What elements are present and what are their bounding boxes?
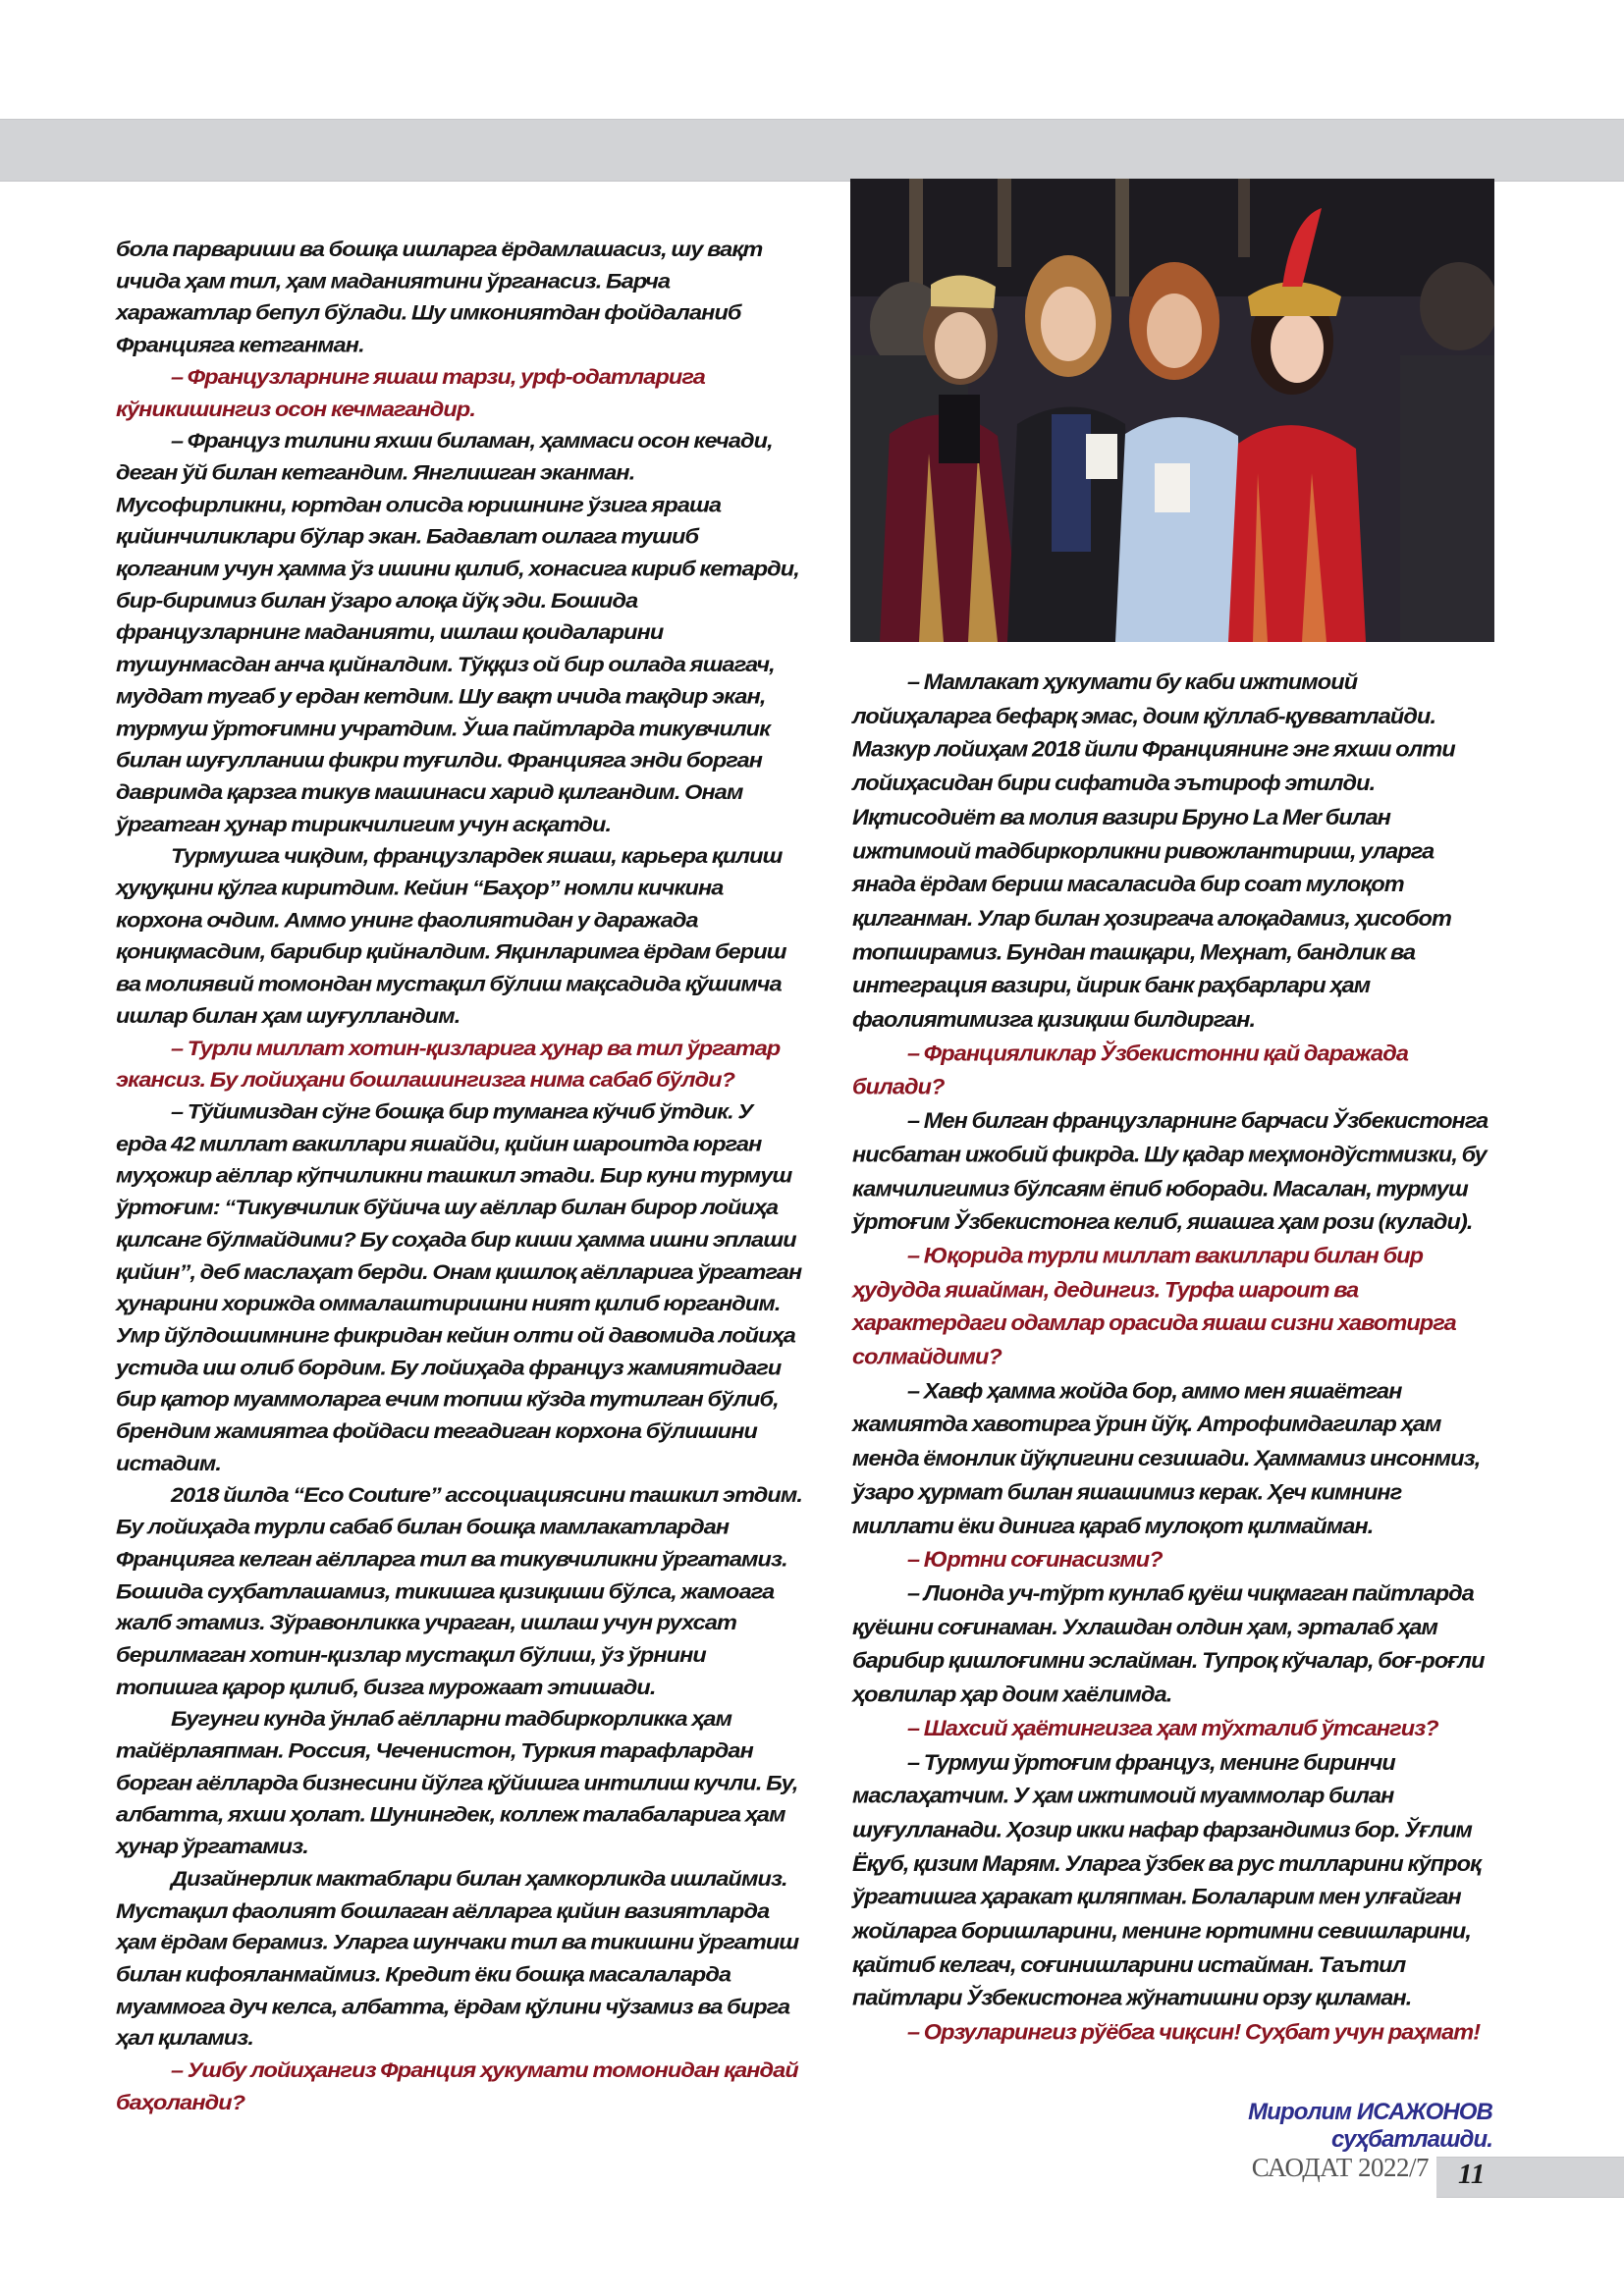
- interview-answer: – Француз тилини яхши биламан, ҳаммаси осон кечади, деган ўй билан кетгандим. Янглишган эканман. Мусофирликни, юртдан олисда юришнинг ўзига яраша қийинчиликлари бўлар экан. Бадавлат оилага тушиб қолганим учун ҳамма ўз ишини қилиб, хонасига кириб кетарди, бир-биримиз билан ўзаро алоқа йўқ эди. Бошида французларнинг маданияти, ишлаш қоидаларини тушунмасдан анча қийналдим. Тўққиз ой бир оилада яшагач, муддат тугаб у ердан кетдим. Шу вақт ичида тақдир экан, турмуш ўртоғимни учратдим. Ўша пайтларда тикувчилик билан шуғулланиш фикри туғилди. Францияга энди борган давримда қарзга тикув машинаси харид қилгандим. Онам ўргатган ҳунар тирикчилигим учун асқатди.: [116, 428, 799, 836]
- article-left-column: [116, 234, 803, 2118]
- interview-answer: – Лионда уч-тўрт кунлаб қуёш чиқмаган пайтларда қуёшни соғинаман. Ухлашдан олдин ҳам, эрталаб ҳам барибир қишлоғимни эслайман. Тупроқ кўчалар, боғ-роғли ҳовлилар ҳар доим хаёлимда.: [852, 1580, 1485, 1707]
- paragraph: бола парвариши ва бошқа ишларга ёрдамлашасиз, шу вақт ичида ҳам тил, ҳам маданиятини ўрганасиз. Барча харажатлар бепул бўлади. Шу имкониятдан фойдаланиб Францияга кетганман.: [116, 237, 763, 356]
- header-band: [0, 119, 1624, 182]
- interview-answer: – Хавф ҳамма жойда бор, аммо мен яшаётган жамиятда хавотирга ўрин йўқ. Атрофимдагилар ҳам менда ёмонлик йўқлигини сезишади. Ҳаммамиз инсонмиз, ўзаро ҳурмат билан яшашимиз керак. Ҳеч кимнинг миллати ёки динига қараб мулоқот қилмайман.: [852, 1377, 1481, 1538]
- author-byline: Миролим ИСАЖОНОВ суҳбатлашди.: [1248, 2099, 1492, 2153]
- interview-question: – Юқорида турли миллат вакиллари билан бир ҳудудда яшайман, дедингиз. Турфа шароит ва характердаги одамлар орасида яшаш сизни хавотирга солмайдими?: [852, 1243, 1456, 1369]
- paragraph: Дизайнерлик мактаблари билан ҳамкорликда ишлаймиз. Мустақил фаолият бошлаган аёлларга қийин вазиятларда ҳам ёрдам берамиз. Уларга шунчаки тил ва тикишни ўргатиш билан кифояланмаймиз. Кредит ёки бошқа масалаларда муаммога дуч келса, албатта, ёрдам қўлини чўзамиз ва бирга ҳал қиламиз.: [116, 1866, 799, 2051]
- interview-question: – Юртни соғинасизми?: [907, 1546, 1163, 1572]
- article-photo: [850, 179, 1494, 642]
- page-number: 11: [1458, 2159, 1486, 2190]
- photo-illustration: [850, 179, 1494, 642]
- paragraph: Бугунги кунда ўнлаб аёлларни тадбиркорликка ҳам тайёрлаяпман. Россия, Чеченистон, Туркия тарафлардан борган аёлларда бизнесини йўлга қўйишга интилиш кучли. Бу, албатта, яхши ҳолат. Шунингдек, коллеж талабаларига ҳам ҳунар ўргатамиз.: [116, 1706, 798, 1858]
- article-right-column: [852, 666, 1500, 2050]
- interview-answer: – Мамлакат ҳукумати бу каби ижтимоий лойиҳаларга бефарқ эмас, доим қўллаб-қувватлайди. Мазкур лойиҳам 2018 йили Франциянинг энг яхши олти лойиҳасидан бири сифатида эътироф этилди. Иқтисодиёт ва молия вазири Бруно La Mer билан ижтимоий тадбиркорликни ривожлантириш, уларга янада ёрдам бериш масаласида бир соат мулоқот қилганман. Улар билан ҳозиргача алоқадамиз, ҳисобот топширамиз. Бундан ташқари, Меҳнат, бандлик ва интеграция вазири, йирик банк раҳбарлари ҳам фаолиятимизга қизиқиш билдирган.: [852, 668, 1455, 1032]
- interview-question: – Шахсий ҳаётингизга ҳам тўхталиб ўтсангиз?: [907, 1715, 1438, 1740]
- interview-question: – Ушбу лойиҳангиз Франция ҳукумати томонидан қандай баҳоланди?: [116, 2057, 798, 2114]
- magazine-issue: САОДАТ 2022/7: [1251, 2153, 1429, 2182]
- interview-answer: – Мен билган французларнинг барчаси Ўзбекистонга нисбатан ижобий фикрда. Шу қадар меҳмондўстмизки, бу камчилигимиз бўлсаям ёпиб юборади. Масалан, турмуш ўртоғим Ўзбекистонга келиб, яшашга ҳам рози (кулади).: [852, 1107, 1489, 1235]
- interview-answer: – Тўйимиздан сўнг бошқа бир туманга кўчиб ўтдик. У ерда 42 миллат вакиллари яшайди, қийин шароитда юрган муҳожир аёллар кўпчиликни ташкил этади. Бир куни турмуш ўртоғим: “Тикувчилик бўйича шу аёллар билан бирор лойиҳа қилсанг бўлмайдими? Бу соҳада бир киши ҳамма ишни эплаши қийин”, деб маслаҳат берди. Онам қишлоқ аёлларига ўргатган ҳунарини хорижда оммалаштиришни ният қилиб юргандим. Умр йўлдошимнинг фикридан кейин олти ой давомида лойиҳа устида иш олиб бордим. Бу лойиҳада француз жамиятидаги бир қатор муаммоларга ечим топиш кўзда тутилган бўлиб, брендим жамиятга фойдаси тегадиган корхона бўлишини истадим.: [116, 1099, 802, 1475]
- paragraph: Турмушга чиқдим, французлардек яшаш, карьера қилиш ҳуқуқини қўлга киритдим. Кейин “Баҳор” номли кичкина корхона очдим. Аммо унинг фаолиятидан у даражада қониқмасдим, барибир қийналдим. Яқинларимга ёрдам бериш ва молиявий томондан мустақил бўлиш мақсадида қўшимча ишлар билан ҳам шуғулландим.: [116, 844, 786, 1028]
- interview-question: – Францияликлар Ўзбекистонни қай даражада билади?: [852, 1041, 1408, 1099]
- interview-question: – Турли миллат хотин-қизларига ҳунар ва тил ўргатар экансиз. Бу лойиҳани бошлашингизга нима сабаб бўлди?: [116, 1036, 781, 1092]
- interview-closing: – Орзуларингиз рўёбга чиқсин! Суҳбат учун раҳмат!: [907, 2019, 1481, 2045]
- interview-question: – Французларнинг яшаш тарзи, урф-одатларига кўникишингиз осон кечмагандир.: [116, 364, 705, 421]
- paragraph: 2018 йилда “Eco Couture” ассоциациясини ташкил этдим. Бу лойиҳада турли сабаб билан бошқа мамлакатлардан Францияга келган аёлларга тил ва тикувчиликни ўргатамиз. Бошида суҳбатлашамиз, тикишга қизиқиши бўлса, жамоага жалб этамиз. Зўравонликка учраган, ишлаш учун рухсат берилмаган хотин-қизлар мустақил бўлиш, ўз ўрнини топишга қарор қилиб, бизга мурожаат этишади.: [116, 1483, 802, 1699]
- interview-answer: – Турмуш ўртоғим француз, менинг биринчи маслаҳатчим. У ҳам ижтимоий муаммолар билан шуғулланади. Ҳозир икки нафар фарзандимиз бор. Ўғлим Ёқуб, қизим Марям. Уларга ўзбек ва рус тилларини кўпроқ ўргатишга ҳаракат қиляпман. Болаларим мен улғайган жойларга боришларини, менинг юртимни севишларини, қайтиб келгач, соғинишларини истайман. Таътил пайтлари Ўзбекистонга жўнатишни орзу қиламан.: [852, 1749, 1482, 2010]
